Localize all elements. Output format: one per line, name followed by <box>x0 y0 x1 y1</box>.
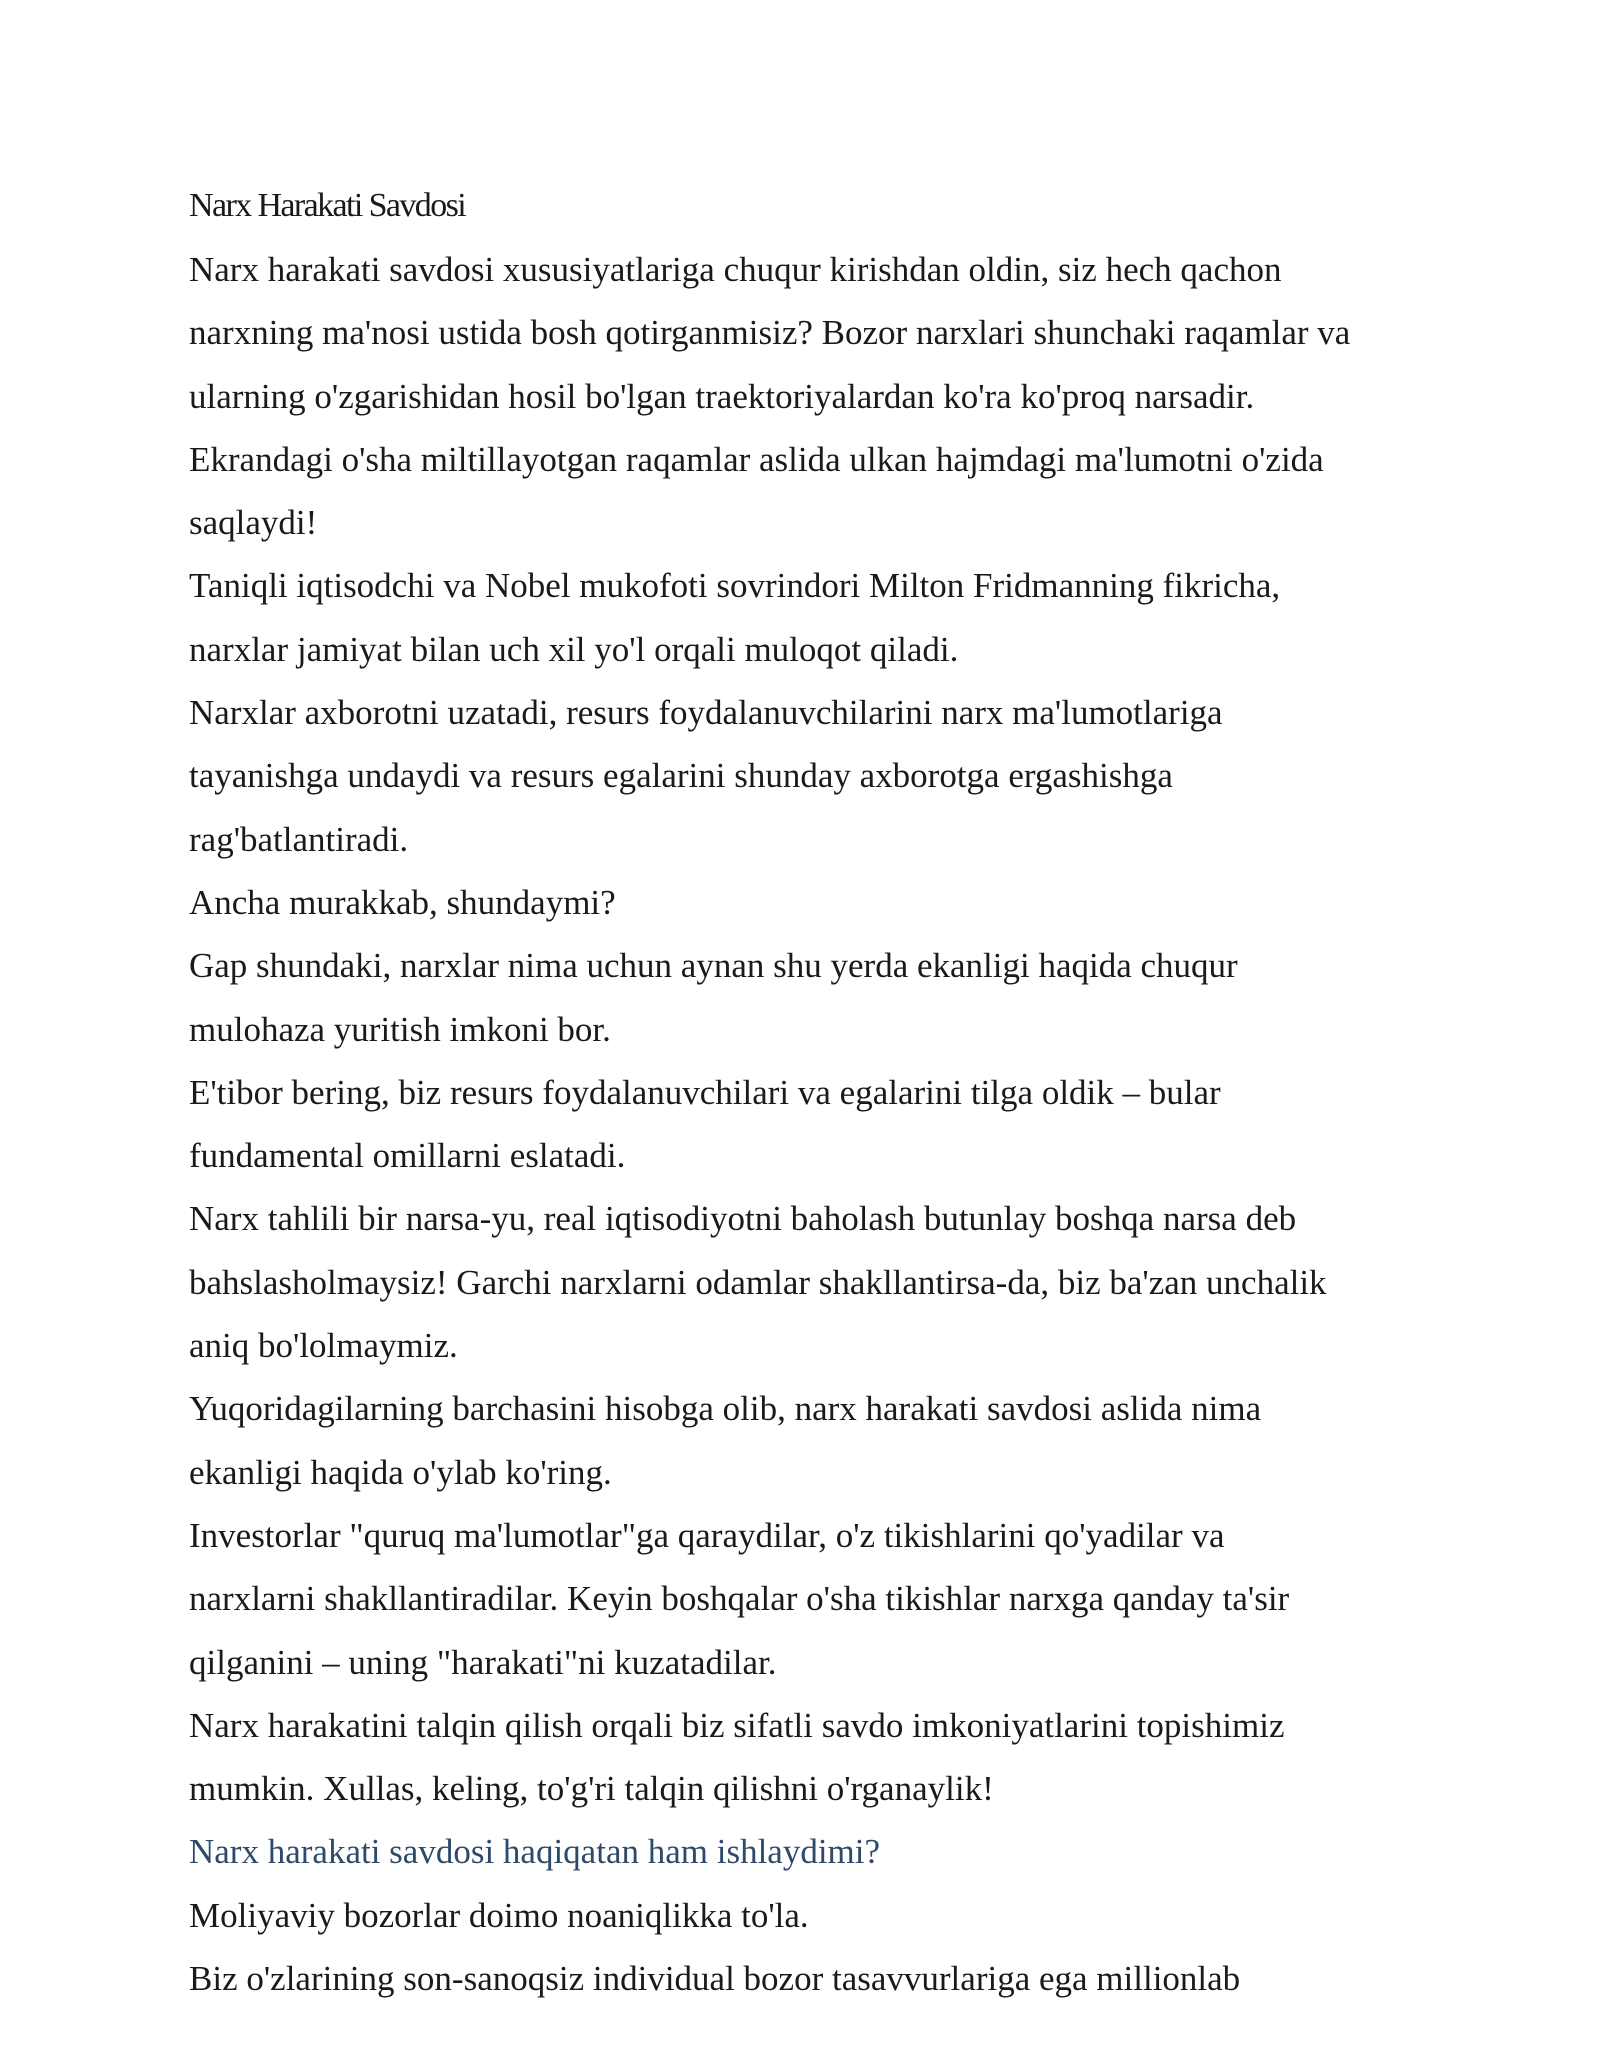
paragraph-line: Gap shundaki, narxlar nima uchun aynan shu yerda ekanligi haqida chuqur <box>189 946 1238 986</box>
paragraph <box>189 871 1429 934</box>
paragraph-line: bahslasholmaysiz! Garchi narxlarni odamlar shakllantirsa-da, biz ba'zan unchalik <box>189 1262 1327 1302</box>
paragraph-line: Ancha murakkab, shundaymi? <box>189 882 616 922</box>
document-title: Narx Harakati Savdosi <box>189 187 466 224</box>
paragraph-line: aniq bo'lolmaymiz. <box>189 1326 458 1366</box>
paragraph <box>189 934 1429 1061</box>
paragraph-line: mumkin. Xullas, keling, to'g'ri talqin qilishni o'rganaylik! <box>189 1769 994 1809</box>
paragraph-line: mulohaza yuritish imkoni bor. <box>189 1009 611 1049</box>
paragraph <box>189 1694 1429 1821</box>
document-body <box>189 238 1429 1820</box>
paragraph-line: narxlarni shakllantiradilar. Keyin boshqalar o'sha tikishlar narxga qanday ta'sir <box>189 1579 1290 1619</box>
paragraph-line: narxning ma'nosi ustida bosh qotirganmisiz? Bozor narxlari shunchaki raqamlar va <box>189 313 1351 353</box>
paragraph-line: Narx harakatini talqin qilish orqali biz sifatli savdo imkoniyatlarini topishimiz <box>189 1705 1285 1745</box>
paragraph <box>189 1061 1429 1188</box>
paragraph <box>189 554 1429 681</box>
paragraph-line: E'tibor bering, biz resurs foydalanuvchilari va egalarini tilga oldik – bular <box>189 1072 1221 1112</box>
paragraph <box>189 1377 1429 1504</box>
paragraph-line: qilganini – uning "harakati"ni kuzatadilar. <box>189 1642 777 1682</box>
paragraph-line: Taniqli iqtisodchi va Nobel mukofoti sovrindori Milton Fridmanning fikricha, <box>189 566 1281 606</box>
paragraph-line: ekanligi haqida o'ylab ko'ring. <box>189 1452 612 1492</box>
paragraph-line: fundamental omillarni eslatadi. <box>189 1136 626 1176</box>
paragraph-line: Investorlar "quruq ma'lumotlar"ga qaraydilar, o'z tikishlarini qo'yadilar va <box>189 1515 1225 1555</box>
paragraph <box>189 681 1429 871</box>
paragraph <box>189 238 1429 554</box>
paragraph-line: Yuqoridagilarning barchasini hisobga olib, narx harakati savdosi aslida nima <box>189 1389 1262 1429</box>
paragraph-line: saqlaydi! <box>189 503 318 543</box>
paragraph <box>189 1884 1429 1947</box>
paragraph-line: Moliyaviy bozorlar doimo noaniqlikka to'la. <box>189 1895 809 1935</box>
paragraph-line: ularning o'zgarishidan hosil bo'lgan traektoriyalardan ko'ra ko'proq narsadir. <box>189 376 1255 416</box>
paragraph-line: Narx tahlili bir narsa-yu, real iqtisodiyotni baholash butunlay boshqa narsa deb <box>189 1199 1297 1239</box>
section-body <box>189 1884 1429 2011</box>
paragraph <box>189 1504 1429 1694</box>
paragraph-line: Ekrandagi o'sha miltillayotgan raqamlar aslida ulkan hajmdagi ma'lumotni o'zida <box>189 439 1324 479</box>
paragraph-line: Biz o'zlarining son-sanoqsiz individual bozor tasavvurlariga ega millionlab <box>189 1959 1241 1999</box>
paragraph <box>189 1187 1429 1377</box>
paragraph-line: Narx harakati savdosi xususiyatlariga chuqur kirishdan oldin, siz hech qachon <box>189 250 1282 289</box>
paragraph-line: tayanishga undaydi va resurs egalarini shunday axborotga ergashishga <box>189 756 1173 796</box>
paragraph-line: Narxlar axborotni uzatadi, resurs foydalanuvchilarini narx ma'lumotlariga <box>189 693 1223 733</box>
section-heading: Narx harakati savdosi haqiqatan ham ishlaydimi? <box>189 1832 881 1872</box>
paragraph <box>189 1947 1429 2010</box>
document-page <box>189 180 1429 2010</box>
paragraph-line: rag'batlantiradi. <box>189 819 409 859</box>
paragraph-line: narxlar jamiyat bilan uch xil yo'l orqali muloqot qiladi. <box>189 629 959 669</box>
